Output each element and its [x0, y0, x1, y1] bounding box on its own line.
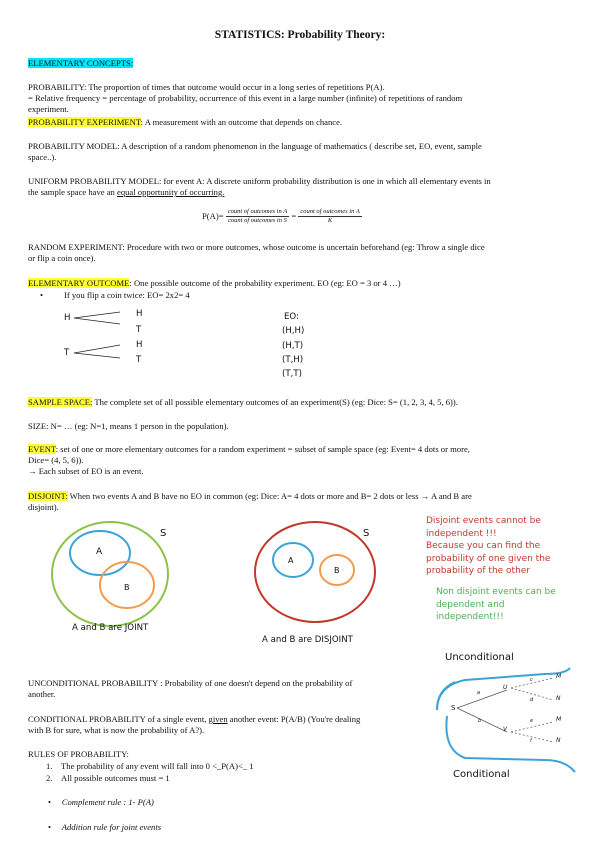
eo-list-item: (T,T)	[282, 369, 302, 379]
uniform-formula: P(A)= $\frac{\text{count of outcomes in A}}{\text{count of outcomes in S}}$ = $\frac{\text{count of outcomes in A}}{K}$	[202, 208, 360, 224]
rules-heading: RULES OF PROBABILITY:	[28, 749, 129, 759]
probability-tree-diagram	[425, 660, 590, 780]
conditional-bracket	[446, 716, 575, 772]
rule-item: 2. All possible outcomes must = 1	[46, 773, 170, 783]
venn-disjoint-sample-space	[255, 522, 375, 622]
venn-disjoint-s-label: S	[363, 528, 370, 539]
coin-flip-bullet: If you flip a coin twice: EO= 2x2= 4	[64, 290, 190, 300]
tree-leaf: M	[556, 673, 562, 680]
tree-edge-label: b	[478, 718, 482, 724]
random-experiment-definition: RANDOM EXPERIMENT: Procedure with two or more outcomes, whose outcome is uncertain beforehand (eg: Throw a single dice or flip a coin once).	[28, 242, 485, 263]
venn-disjoint-caption: A and B are DISJOINT	[262, 635, 353, 645]
tree-edge	[511, 732, 553, 742]
coin-tree-leaf: H	[136, 340, 143, 350]
tree-edge-label: c	[530, 677, 533, 683]
elementary-outcome-definition: ELEMENTARY OUTCOME: One possible outcome of the probability experiment. EO (eg: EO = 3 or 4 …)	[28, 278, 401, 288]
disjoint-note-green: Non disjoint events can be dependent and independent!!!	[436, 587, 556, 622]
tree-leaf: N	[556, 695, 561, 702]
coin-tree-diagram	[60, 308, 160, 366]
tree-edge	[457, 708, 507, 732]
venn-joint-s-label: S	[160, 528, 167, 539]
tree-edge-label: a	[477, 690, 481, 696]
unconditional-definition: UNCONDITIONAL PROBABILITY : Probability of one doesn't depend on the probability of another.	[28, 678, 353, 699]
page-title: STATISTICS: Probability Theory:	[214, 29, 386, 41]
tree-node-u: U	[503, 684, 508, 691]
coin-tree-root-t: T	[64, 348, 70, 358]
tree-leaf: N	[556, 737, 561, 744]
eo-list-item: (H,T)	[282, 341, 304, 351]
event-definition: EVENT: set of one or more elementary outcomes for a random experiment = subset of sample space (eg: Event= 4 dots or more, Dice= (4, 5, 6)). → Each subset of EO is an event.	[28, 444, 470, 476]
complement-rule-bullet: • Complement rule : 1- P(A)	[48, 797, 154, 807]
tree-edge-label: f	[530, 738, 532, 744]
coin-tree-leaf: H	[136, 309, 143, 319]
rule-item: 1. The probability of any event will fall into 0 <_P(A)<_ 1	[46, 761, 254, 771]
venn-disjoint-a-label: A	[288, 556, 294, 565]
tree-edge-label: d	[530, 697, 534, 703]
venn-joint-b-label: B	[124, 583, 130, 592]
venn-diagrams	[40, 520, 380, 630]
tree-edge	[457, 690, 507, 708]
coin-tree-branch	[74, 318, 120, 324]
disjoint-definition: DISJOINT: When two events A and B have no EO in common (eg: Dice: A= 4 dots or more and B= 2 dots or less → A and B are disjoint).	[28, 491, 472, 512]
coin-tree-root-h: H	[64, 313, 71, 323]
coin-tree-branch	[74, 312, 120, 318]
venn-joint-caption: A and B are JOINT	[72, 623, 149, 633]
tree-leaf: M	[556, 716, 562, 723]
size-definition: SIZE: N= … (eg: N=1, means 1 person in the population).	[28, 421, 229, 431]
tree-edge-label: e	[530, 718, 534, 724]
disjoint-note-red: Disjoint events cannot be independent !!! Because you can find the probability of one given the probability of the other	[426, 516, 551, 576]
coin-tree-branch	[74, 353, 120, 358]
eo-list-header: EO:	[284, 312, 299, 322]
probability-experiment-definition: PROBABILITY EXPERIMENT: A measurement with an outcome that depends on chance.	[28, 117, 343, 127]
tree-unconditional-label: Unconditional	[445, 652, 514, 663]
sample-space-definition: SAMPLE SPACE: The complete set of all possible elementary outcomes of an experiment(S) (eg: Dice: S= (1, 2, 3, 4, 5, 6)).	[28, 397, 458, 407]
tree-conditional-label: Conditional	[453, 769, 510, 780]
venn-joint-a-label: A	[96, 547, 103, 557]
addition-rule-bullet: • Addition rule for joint events	[48, 822, 162, 832]
coin-tree-leaf: T	[136, 325, 142, 335]
eo-list-item: (H,H)	[282, 326, 305, 336]
tree-node-v: V	[503, 726, 508, 733]
conditional-definition: CONDITIONAL PROBABILITY of a single event, given another event: P(A/B) (You're dealing with B for sure, what is now the probability of A?).	[28, 714, 361, 735]
venn-disjoint-b-label: B	[334, 566, 340, 575]
eo-list-item: (T,H)	[282, 355, 304, 365]
coin-tree-leaf: T	[136, 355, 142, 365]
tree-root-label: S	[451, 704, 456, 712]
section-heading-elementary-concepts: ELEMENTARY CONCEPTS:	[28, 58, 134, 68]
probability-model-definition: PROBABILITY MODEL: A description of a random phenomenon in the language of mathematics ( describe set, EO, event, sample space..).	[28, 141, 482, 162]
uniform-model-definition: UNIFORM PROBABILITY MODEL: for event A: A discrete uniform probability distribution is one in which all elementary events in the sample space have an equal opportunity of occurring.	[28, 176, 491, 197]
formula-fraction-1: $\frac{\text{count of outcomes in A}}{\text{count of outcomes in S}}$	[227, 208, 288, 224]
probability-definition: PROBABILITY: The proportion of times that outcome would occur in a long series of repetitions P(A). = Relative frequency = percentage of probability, occurrence of this event in a large number (infinite) of repetitions of random experiment.	[28, 82, 463, 114]
coin-tree-branch	[74, 345, 120, 353]
formula-fraction-2: $\frac{\text{count of outcomes in A}}{K}$	[300, 208, 360, 224]
